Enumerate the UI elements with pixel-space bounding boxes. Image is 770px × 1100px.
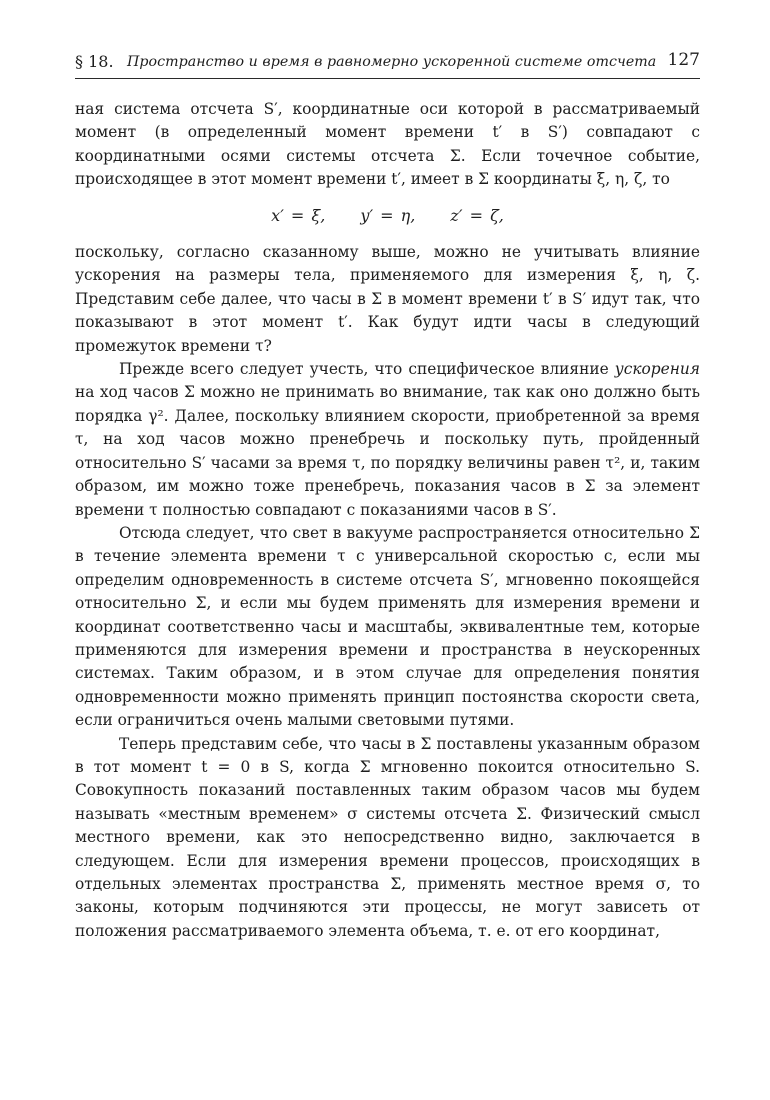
paragraph-3-rest: на ход часов Σ можно не принимать во внимание, так как оно должно быть порядка γ². Далее, поскольку влиянием скорости, приобретенной за время τ, на ход часов можно пренебречь и поскольку путь, пройденный относительно S′ часами за время τ, по порядку величины равен τ², и, таким образом, им можно тоже пренебречь, показания часов в Σ за элемент времени τ полностью совпадают с показаниями часов в S′. (75, 383, 700, 519)
formula-eq-y: y′ = η, (360, 205, 416, 225)
paragraph-4: Отсюда следует, что свет в вакууме распространяется относительно Σ в течение элемента времени τ с универсальной скоростью c, если мы определим одновременность в системе отсчета S′, мгновенно покоящейся относительно Σ, и если мы будем применять для измерения времени и координат соответственно часы и масштабы, эквивалентные тем, которые применяются для измерения времени и пространства в неускоренных системах. Таким образом, и в этом случае для определения понятия одновременности можно применять принцип постоянства скорости света, если ограничиться очень малыми световыми путями. (75, 523, 700, 730)
formula-coordinates (75, 204, 700, 227)
body-text (75, 98, 700, 943)
paragraph-1: ная система отсчета S′, координатные оси которой в рассматриваемый момент (в определенный момент времени t′ в S′) совпадают с координатными осями системы отсчета Σ. Если точечное событие, происходящее в этот момент времени t′, имеет в Σ координаты ξ, η, ζ, то (75, 100, 700, 189)
section-number: § 18. (75, 52, 114, 71)
book-page (75, 0, 700, 1100)
paragraph-3-start: Прежде всего следует учесть, что специфическое влияние (119, 360, 615, 379)
running-header (75, 50, 700, 79)
paragraph-5: Теперь представим себе, что часы в Σ поставлены указанным образом в тот момент t = 0 в S, когда Σ мгновенно покоится относительно S. Совокупность показаний поставленных таким образом часов мы будем называть «местным временем» σ системы отсчета Σ. Физический смысл местного времени, как это непосредственно видно, заключается в следующем. Если для измерения времени процессов, происходящих в отдельных элементах пространства Σ, применять местное время σ, то законы, которым подчиняются эти процессы, не могут зависеть от положения рассматриваемого элемента объема, т. е. от его координат, (75, 734, 700, 940)
formula-eq-z: z′ = ζ, (450, 205, 504, 225)
page-number: 127 (667, 50, 700, 70)
formula-eq-x: x′ = ξ, (271, 205, 326, 225)
emphasis-acceleration: ускорения (614, 360, 700, 379)
header-title: Пространство и время в равномерно ускоренной системе отсчета (127, 54, 657, 70)
paragraph-2: поскольку, согласно сказанному выше, можно не учитывать влияние ускорения на размеры тела, применяемого для измерения ξ, η, ζ. Представим себе далее, что часы в Σ в момент времени t′ в S′ идут так, что показывают в этот момент t′. Как будут идти часы в следующий промежуток времени τ? (75, 243, 700, 355)
paragraph-3 (75, 358, 700, 522)
